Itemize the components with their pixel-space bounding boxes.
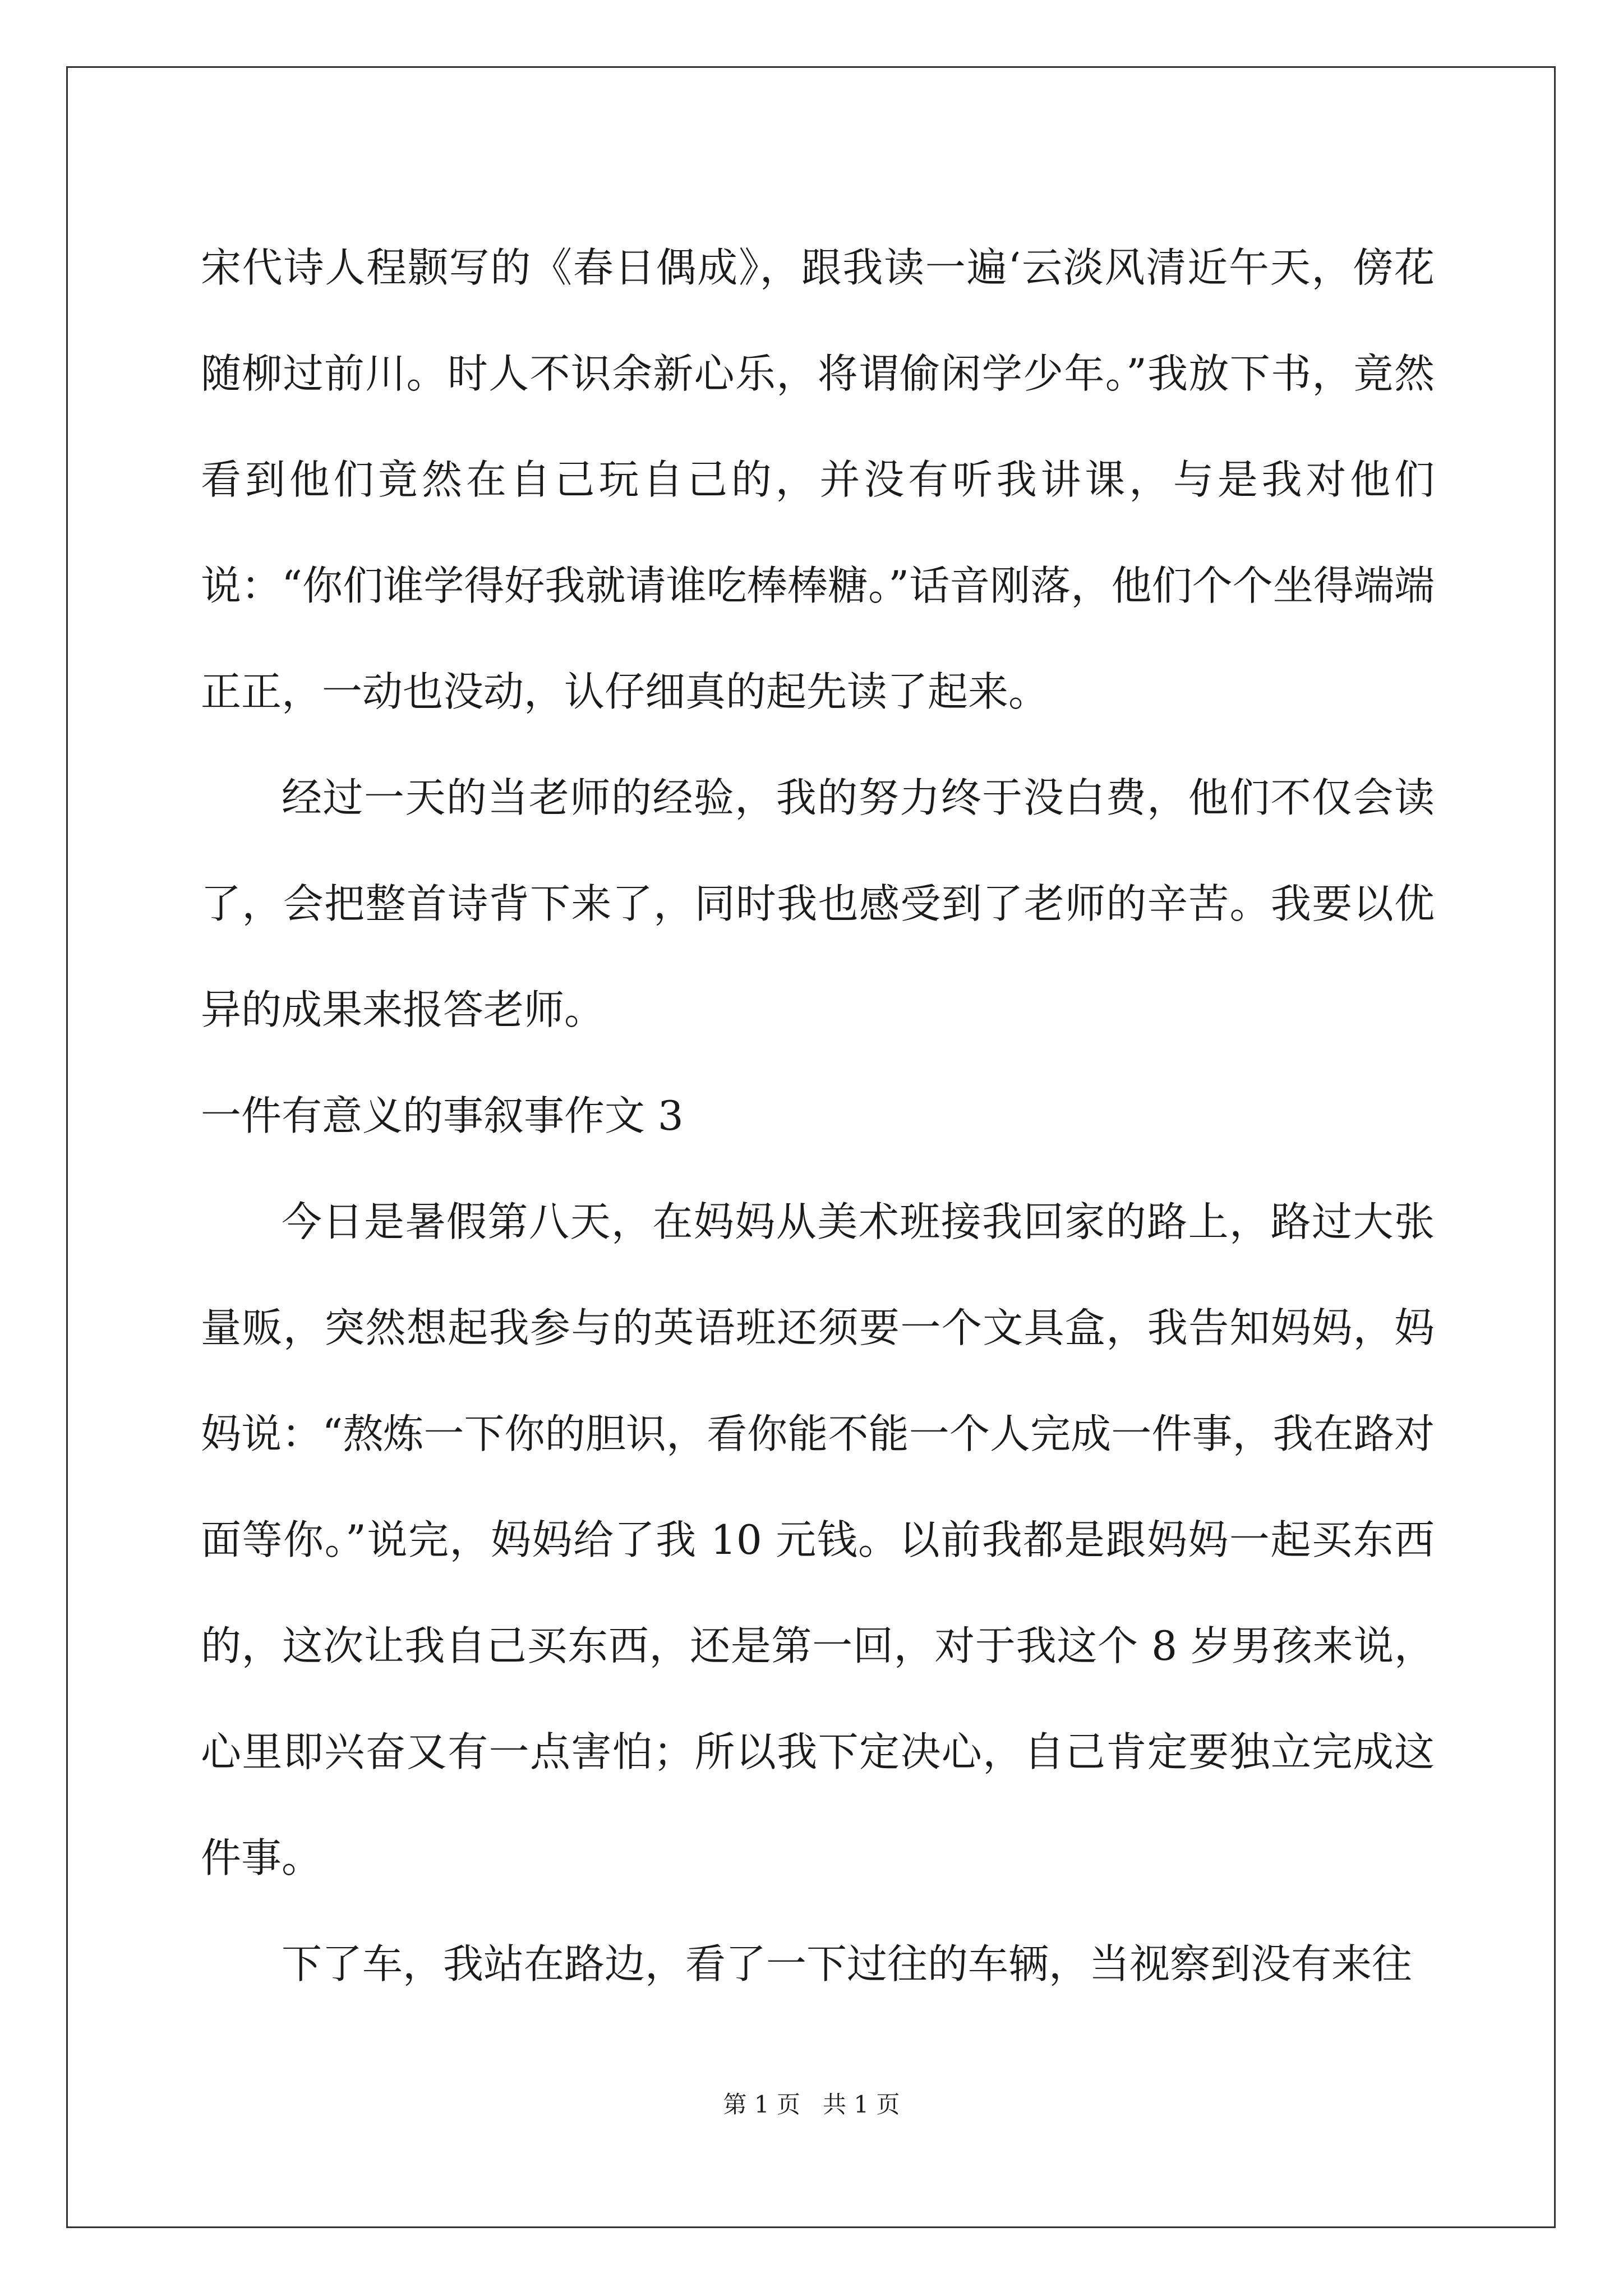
paragraph-continued: 宋代诗人程颢写的《春日偶成》，跟我读一遍‘云淡风清近午天，傍花随柳过前川。时人不识余新心乐，将谓偷闲学少年。”我放下书，竟然看到他们竟然在自己玩自己的，并没有听我讲课，与是我对他们说：“你们谁学得好我就请谁吃棒棒糖。”话音刚落，他们个个坐得端端正正，一动也没动，认仔细真的起先读了起来。 xyxy=(201,244,1435,715)
paragraph: 今日是暑假第八天，在妈妈从美术班接我回家的路上，路过大张量贩，突然想起我参与的英语班还须要一个文具盒，我告知妈妈，妈妈说：“熬炼一下你的胆识，看你能不能一个人完成一件事，我在路对面等你。”说完，妈妈给了我 10 元钱。以前我都是跟妈妈一起买东西的，这次让我自己买东西，还是第一回，对于我这个 8 岁男孩来说，心里即兴奋又有一点害怕；所以我下定决心，自己肯定要独立完成这件事。 xyxy=(201,1198,1435,1881)
page-footer: 第 1 页 共 1 页 xyxy=(723,2091,900,2118)
section-heading: 一件有意义的事叙事作文 3 xyxy=(201,1092,684,1139)
paragraph: 下了车，我站在路边，看了一下过往的车辆，当视察到没有来往 xyxy=(282,1940,1413,1987)
document-body xyxy=(201,215,1435,2017)
paragraph: 经过一天的当老师的经验，我的努力终于没白费，他们不仅会读了，会把整首诗背下来了，同时我也感受到了老师的辛苦。我要以优异的成果来报答老师。 xyxy=(201,774,1435,1033)
